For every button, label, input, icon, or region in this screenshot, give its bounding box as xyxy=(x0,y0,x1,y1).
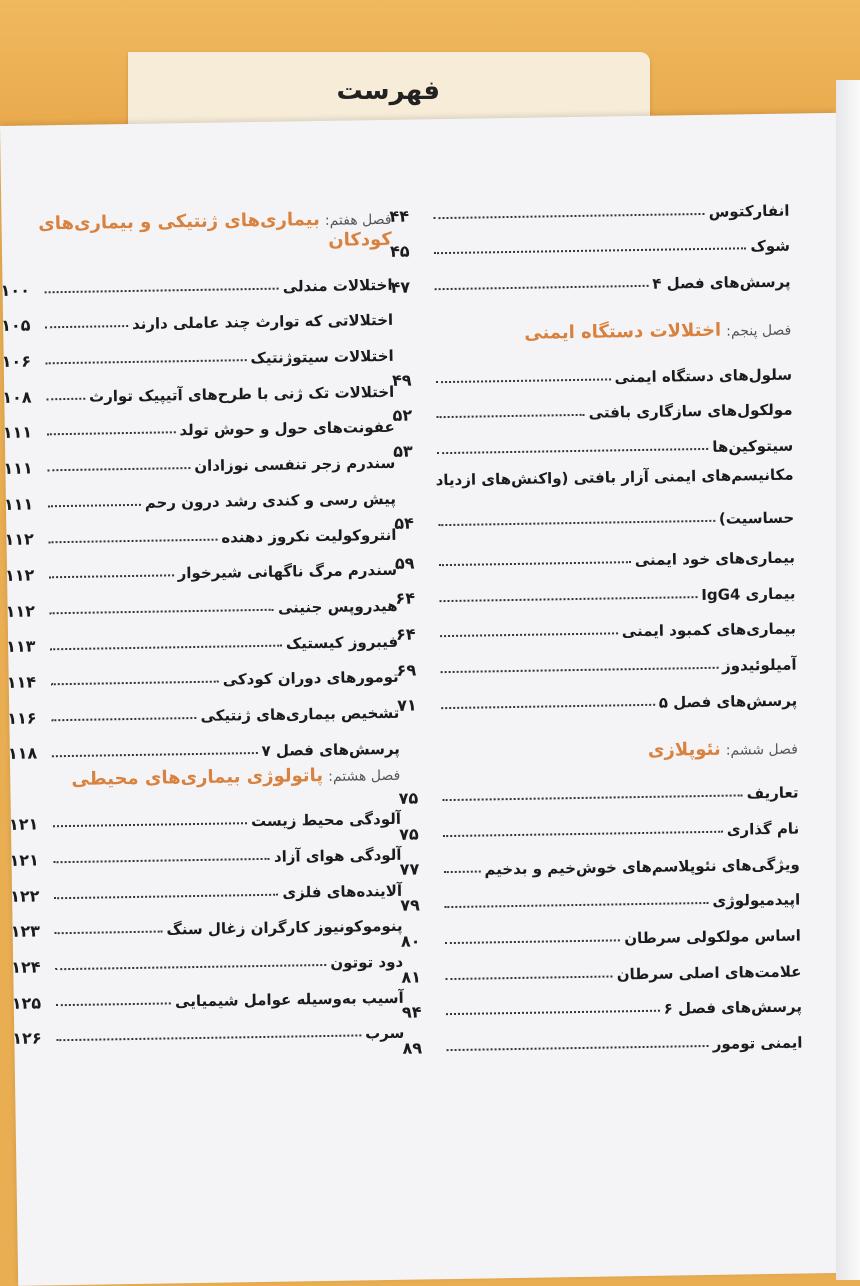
toc-entry: مولکول‌های سازگاری بافتی ۵۲ xyxy=(392,401,793,426)
chapter-title: بیماری‌های ژنتیکی و بیماری‌های کودکان xyxy=(38,208,392,251)
page-title: فهرست xyxy=(336,76,440,106)
toc-entry: آلودگی هوای آزاد ۱۲۱ xyxy=(9,845,402,870)
toc-entry: اساس مولکولی سرطان ۸۰ xyxy=(400,926,801,951)
toc-entry: پرسش‌های فصل ۴ ۴۷ xyxy=(390,272,791,297)
toc-entry: آلودگی محیط زیست ۱۲۱ xyxy=(8,810,402,835)
toc-entry: بیماری‌های خود ایمنی ۵۹ xyxy=(394,548,796,573)
chapter-label: فصل ششم: xyxy=(725,741,799,759)
toc-entry: پرسش‌های فصل ۵ ۷۱ xyxy=(397,691,798,716)
chapter-heading xyxy=(8,763,400,790)
toc-entry: تعاریف ۷۵ xyxy=(398,783,799,808)
toc-entry: اختلالاتی که توارث چند عاملی دارند ۱۰۵ xyxy=(0,311,394,336)
toc-entry: هیدروپس جنینی ۱۱۲ xyxy=(5,596,398,621)
toc-entry: آسیب به‌وسیله عوامل شیمیایی ۱۲۵ xyxy=(11,988,404,1013)
chapter-title: نئوپلازی xyxy=(647,738,721,761)
chapter-heading xyxy=(391,319,791,346)
chapter-label: فصل پنجم: xyxy=(726,322,792,340)
toc-entry: تومورهای دوران کودکی ۱۱۴ xyxy=(6,668,399,693)
toc-entry: عفونت‌های حول و حوش تولد ۱۱۱ xyxy=(2,418,395,443)
toc-entry: پیش رسی و کندی رشد درون رحم ۱۱۱ xyxy=(3,489,397,514)
chapter-title: پاتولوژی بیماری‌های محیطی xyxy=(71,764,324,790)
chapter-label: فصل هفتم: xyxy=(324,211,392,229)
toc-entry: علامت‌های اصلی سرطان ۸۱ xyxy=(401,962,802,987)
toc-entry: پرسش‌های فصل ۶ ۹۴ xyxy=(401,997,803,1022)
toc-entry: سلول‌های دستگاه ایمنی ۴۹ xyxy=(391,365,793,390)
toc-entry: سرب ۱۲۶ xyxy=(12,1024,405,1049)
toc-entry: پرسش‌های فصل ۷ ۱۱۸ xyxy=(7,739,400,764)
chapter-heading xyxy=(398,737,798,764)
toc-entry: آلاینده‌های فلزی ۱۲۲ xyxy=(9,881,403,906)
toc-entry: سندرم مرگ ناگهانی شیرخوار ۱۱۲ xyxy=(4,561,398,585)
toc-entry: تشخیص بیماری‌های ژنتیکی ۱۱۶ xyxy=(7,703,400,728)
toc-entry-multiline: مکانیسم‌های ایمنی آزار بافتی (واکنش‌های ازدیاد حساسیت) ۵۴ xyxy=(394,465,795,533)
toc-entry: اپیدمیولوژی ۷۹ xyxy=(400,890,801,915)
toc-entry: سیتوکین‌ها ۵۳ xyxy=(393,436,794,461)
toc-entry: اختلالات سیتوژنتیک ۱۰۶ xyxy=(1,346,394,371)
toc-entry: انتروکولیت نکروز دهنده ۱۱۲ xyxy=(4,525,397,550)
chapter-heading xyxy=(0,208,392,256)
left-column xyxy=(0,208,404,1048)
toc-entry: انفارکتوس ۴۴ xyxy=(389,201,790,226)
toc-entry: آمیلوئیدوز ۶۹ xyxy=(396,655,797,680)
toc-entry: ویژگی‌های نئوپلاسم‌های خوش‌خیم و بدخیم ۷۷ xyxy=(399,855,800,880)
toc-entry: شوک ۴۵ xyxy=(389,236,791,262)
toc-entry: نام گذاری ۷۵ xyxy=(399,819,800,844)
toc-entry: بیماری IgG4 ۶۴ xyxy=(395,584,796,609)
chapter-label: فصل هشتم: xyxy=(328,767,401,785)
toc-entry: سندرم زجر تنفسی نوزادان ۱۱۱ xyxy=(3,453,396,478)
toc-entry: اختلالات مندلی ۱۰۰ xyxy=(0,275,393,300)
page-edge xyxy=(836,80,860,1280)
contents-page xyxy=(0,113,854,1286)
toc-entry: فیبروز کیستیک ۱۱۳ xyxy=(6,632,399,657)
toc-entry: دود توتون ۱۲۴ xyxy=(11,952,404,977)
toc-entry: ایمنی تومور ۸۹ xyxy=(402,1033,803,1058)
toc-entry: بیماری‌های کمبود ایمنی ۶۴ xyxy=(395,619,797,644)
chapter-title: اختلالات دستگاه ایمنی xyxy=(524,319,722,344)
toc-entry: اختلالات تک ژنی با طرح‌های آتیپیک توارث ۱۰۸ xyxy=(2,382,395,407)
right-column xyxy=(389,184,803,1058)
toc-entry: پنوموکونیوز کارگران زغال سنگ ۱۲۳ xyxy=(10,917,403,942)
